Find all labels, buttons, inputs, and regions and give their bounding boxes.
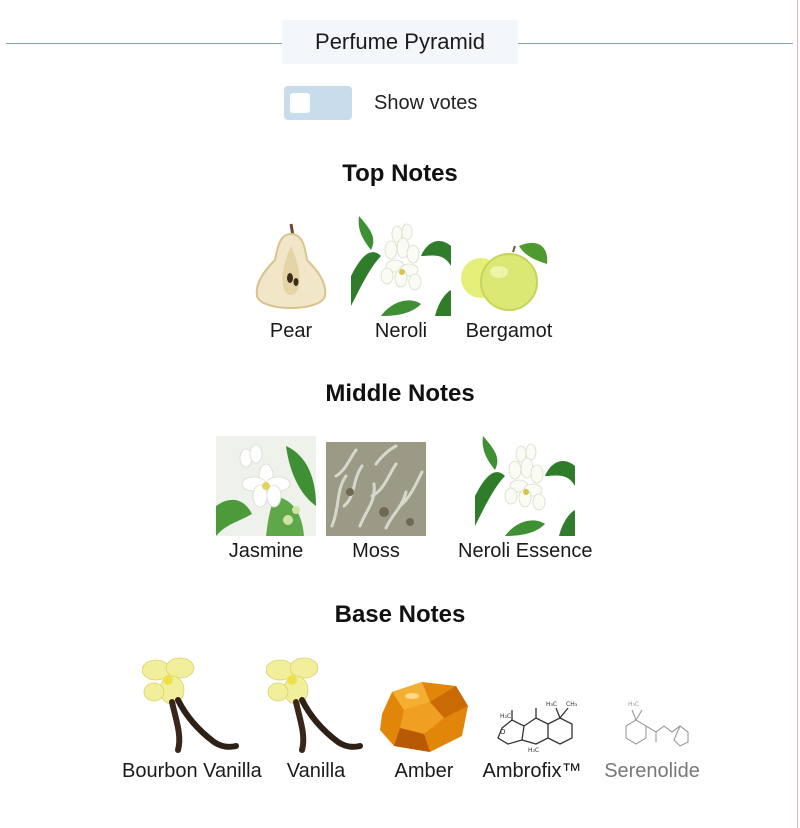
right-edge-line	[797, 0, 798, 828]
note-amber[interactable]	[374, 656, 474, 783]
show-votes-label: Show votes	[374, 91, 478, 114]
middle-notes-title: Middle Notes	[325, 380, 475, 407]
note-label: Jasmine	[228, 540, 304, 562]
amber-resin-icon	[374, 656, 474, 756]
note-label: Amber	[394, 760, 454, 782]
svg-text:H₃C: H₃C	[528, 747, 540, 754]
pear-icon	[241, 216, 341, 316]
note-label: Neroli Essence	[458, 540, 593, 562]
show-votes-toggle[interactable]	[284, 86, 352, 120]
note-neroli-essence[interactable]	[458, 436, 593, 563]
note-label: Vanilla	[286, 760, 346, 782]
top-notes-title: Top Notes	[342, 160, 458, 187]
note-vanilla[interactable]	[266, 656, 366, 783]
pyramid-title: Perfume Pyramid	[282, 20, 518, 64]
note-serenolide[interactable]	[602, 656, 702, 783]
note-label: Bourbon Vanilla	[122, 760, 262, 782]
base-notes-title: Base Notes	[334, 601, 466, 628]
note-neroli[interactable]	[351, 216, 451, 343]
vanilla-icon	[266, 656, 366, 756]
header-divider-left	[6, 43, 282, 44]
pyramid-header	[0, 20, 800, 66]
jasmine-flower-icon	[216, 436, 316, 536]
show-votes-row[interactable]	[284, 86, 477, 120]
svg-text:CH₃: CH₃	[566, 701, 578, 708]
note-bergamot[interactable]	[459, 216, 559, 343]
svg-text:O: O	[500, 728, 506, 736]
toggle-knob[interactable]	[290, 93, 310, 113]
note-label: Bergamot	[465, 320, 553, 342]
header-divider-right	[518, 43, 793, 44]
note-jasmine[interactable]	[216, 436, 316, 563]
note-bourbon-vanilla[interactable]	[122, 656, 262, 783]
moss-icon	[326, 436, 426, 536]
note-pear[interactable]	[241, 216, 341, 343]
neroli-flower-icon	[351, 216, 451, 316]
molecule-structure-icon	[482, 656, 582, 756]
note-moss[interactable]	[326, 436, 426, 563]
note-label: Moss	[352, 540, 400, 562]
neroli-flower-icon	[475, 436, 575, 536]
svg-text:H₃C: H₃C	[628, 701, 640, 708]
svg-text:H₃C: H₃C	[500, 713, 512, 720]
note-label: Pear	[269, 320, 313, 342]
molecule-structure-icon	[602, 656, 702, 756]
note-label: Serenolide	[604, 760, 700, 782]
svg-text:H₃C: H₃C	[546, 701, 558, 708]
vanilla-icon	[142, 656, 242, 756]
note-label: Neroli	[374, 320, 428, 342]
note-label: Ambrofix™	[482, 760, 582, 782]
note-ambrofix[interactable]	[482, 656, 582, 783]
bergamot-fruit-icon	[459, 216, 559, 316]
